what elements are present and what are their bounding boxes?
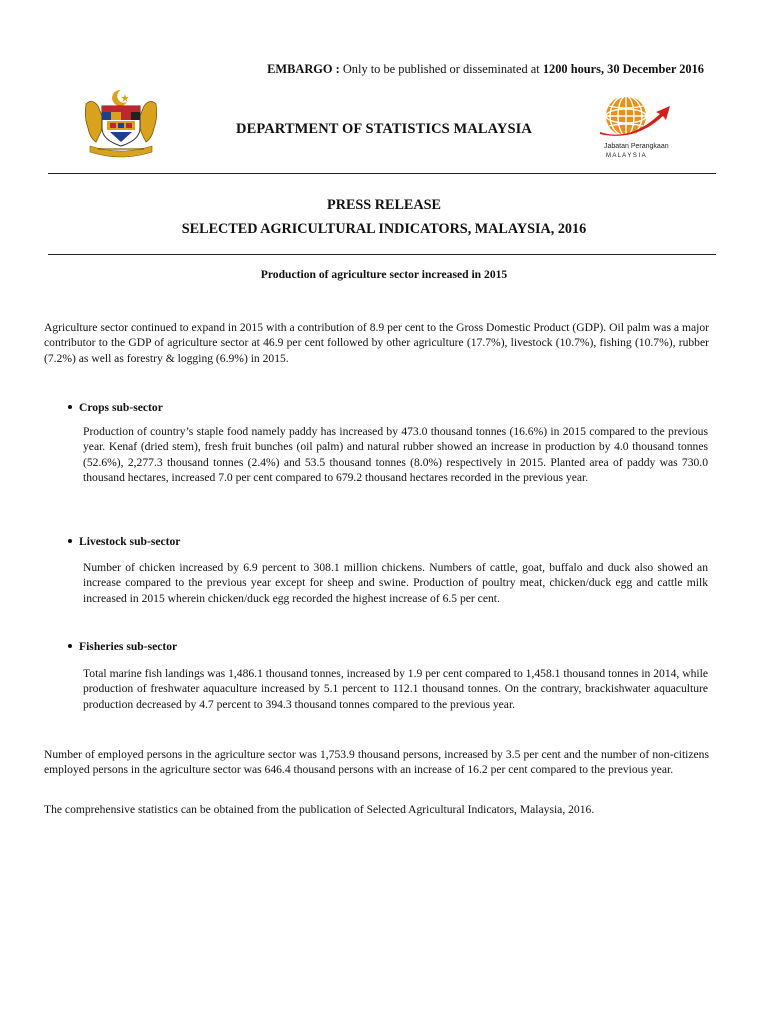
employment-paragraph: Number of employed persons in the agriculture sector was 1,753.9 thousand persons, increased by 3.5 per cent and the number of non-citizens employed persons in the agriculture sector was 646.4 thousand persons with an increase of 16.2 per cent compared to the previous year. bbox=[44, 748, 709, 777]
logo-caption-line2: M A L A Y S I A bbox=[606, 153, 646, 159]
embargo-label: EMBARGO : bbox=[267, 62, 340, 76]
logo-caption-line1: Jabatan Perangkaan bbox=[604, 143, 669, 150]
press-release-label: PRESS RELEASE bbox=[327, 197, 441, 213]
crops-heading bbox=[68, 401, 163, 414]
fisheries-heading-text: Fisheries sub-sector bbox=[79, 640, 178, 653]
fisheries-paragraph: Total marine fish landings was 1,486.1 thousand tonnes, increased by 1.9 per cent compared to 1,458.1 thousand tonnes in 2014, while production of freshwater aquaculture increased by 5.1 percent to 112.1 thousand tonnes. On the contrary, brackishwater aquaculture production decreased by 4.7 percent to 394.3 thousand tonnes compared to the previous year. bbox=[83, 667, 708, 711]
livestock-heading-text: Livestock sub-sector bbox=[79, 535, 181, 548]
crops-heading-text: Crops sub-sector bbox=[79, 401, 163, 414]
crops-paragraph: Production of country’s staple food namely paddy has increased by 473.0 thousand tonnes (16.6%) in 2015 compared to the previous year. Kenaf (dried stem), fresh fruit bunches (oil palm) and natural rubber showed an increase in production by 4.0 thousand tonnes (52.6%), 2,277.3 thousand tonnes (2.4%) and 53.5 thousand tonnes (8.0%) respectively in 2015. Planted area of paddy was 730.0 thousand hectares, increased 7.0 per cent compared to 679.2 thousand hectares recorded in the previous year. bbox=[83, 425, 708, 484]
release-headline: Production of agriculture sector increased in 2015 bbox=[260, 268, 508, 281]
embargo-text: Only to be published or disseminated at bbox=[339, 62, 543, 76]
embargo-time: 1200 hours, 30 December 2016 bbox=[542, 62, 704, 76]
closing-paragraph: The comprehensive statistics can be obtained from the publication of Selected Agricultural Indicators, Malaysia, 2016. bbox=[44, 803, 595, 816]
embargo-notice bbox=[267, 62, 704, 77]
bullet-icon bbox=[68, 539, 72, 543]
dosm-globe-logo-icon bbox=[596, 92, 686, 160]
fisheries-heading bbox=[68, 640, 177, 653]
title-divider bbox=[48, 254, 716, 255]
top-divider bbox=[48, 173, 716, 174]
livestock-paragraph: Number of chicken increased by 6.9 percent to 308.1 million chickens. Numbers of cattle, goat, buffalo and duck also showed an increase compared to the previous year except for sheep and swine. Production of poultry meat, chicken/duck egg and cattle milk increased in 2015 wherein chicken/duck egg recorded the highest increase of 6.5 per cent. bbox=[83, 561, 708, 605]
livestock-heading bbox=[68, 535, 180, 548]
release-title: SELECTED AGRICULTURAL INDICATORS, MALAYSIA, 2016 bbox=[181, 221, 587, 237]
bullet-icon bbox=[68, 644, 72, 648]
department-name: DEPARTMENT OF STATISTICS MALAYSIA bbox=[236, 121, 532, 137]
intro-paragraph: Agriculture sector continued to expand in 2015 with a contribution of 8.9 per cent to the Gross Domestic Product (GDP). Oil palm was a major contributor to the GDP of agriculture sector at 46.9 per cent followed by other agriculture (17.7%), livestock (10.7%), fishing (10.7%), rubber (7.2%) as well as forestry & logging (6.9%) in 2015. bbox=[44, 321, 709, 365]
bullet-icon bbox=[68, 405, 72, 409]
